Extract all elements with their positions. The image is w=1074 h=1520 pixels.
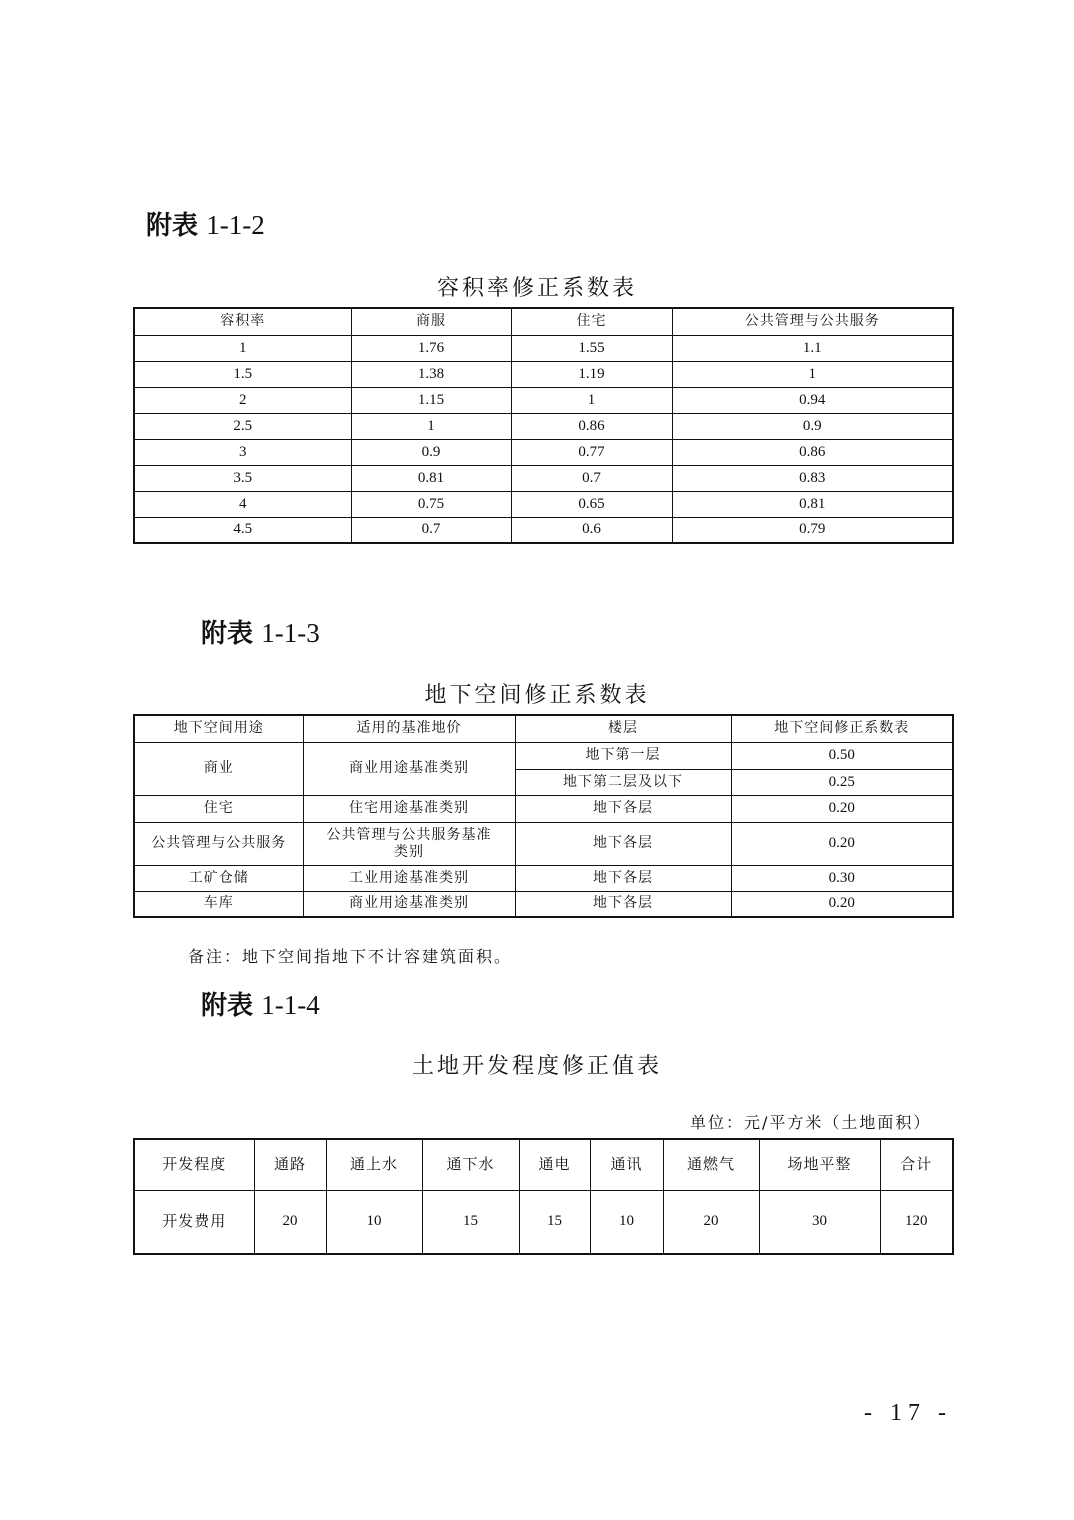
table-cell: 0.86 <box>672 439 953 465</box>
use-cell: 商业 <box>134 742 303 795</box>
development-table-body <box>134 1139 953 1254</box>
basis-cell: 公共管理与公共服务基准类别 <box>303 822 515 865</box>
header-cell: 住宅 <box>511 308 672 335</box>
cost-cell: 10 <box>326 1190 422 1254</box>
table-row <box>134 413 953 439</box>
table-cell: 4 <box>134 491 351 517</box>
basis-cell: 工业用途基准类别 <box>303 865 515 891</box>
heading-number: 1-1-3 <box>261 618 320 648</box>
heading-label: 附表 <box>146 211 199 241</box>
far-coefficient-table <box>133 307 954 544</box>
header-cell: 适用的基准地价 <box>303 715 515 742</box>
table-title-far: 容积率修正系数表 <box>436 276 637 301</box>
table-row <box>134 387 953 413</box>
coefficient-cell: 0.50 <box>731 742 953 769</box>
table-row <box>134 465 953 491</box>
header-cell: 通电 <box>519 1139 590 1190</box>
table-cell: 3 <box>134 439 351 465</box>
development-cost-table <box>133 1138 954 1255</box>
cost-cell: 10 <box>590 1190 663 1254</box>
table-cell: 1 <box>351 413 511 439</box>
floor-cell: 地下各层 <box>515 865 731 891</box>
cost-cell: 20 <box>254 1190 326 1254</box>
table-row <box>134 795 953 822</box>
section-heading-1-1-4 <box>201 985 320 1022</box>
table-row <box>134 822 953 865</box>
table-cell: 1.1 <box>672 335 953 361</box>
table-row <box>134 361 953 387</box>
heading-number: 1-1-2 <box>206 210 265 240</box>
table-cell: 0.65 <box>511 491 672 517</box>
floor-cell: 地下第一层 <box>515 742 731 769</box>
coefficient-cell: 0.30 <box>731 865 953 891</box>
basis-cell: 商业用途基准类别 <box>303 742 515 795</box>
table-header-row <box>134 308 953 335</box>
table-cell: 0.9 <box>351 439 511 465</box>
table-cell: 0.94 <box>672 387 953 413</box>
cost-cell: 15 <box>422 1190 519 1254</box>
floor-cell: 地下各层 <box>515 795 731 822</box>
use-cell: 公共管理与公共服务 <box>134 822 303 865</box>
basis-cell: 住宅用途基准类别 <box>303 795 515 822</box>
table-cell: 0.83 <box>672 465 953 491</box>
table-cell: 1 <box>672 361 953 387</box>
table-cell: 1.55 <box>511 335 672 361</box>
header-cell: 楼层 <box>515 715 731 742</box>
table-header-row <box>134 1139 953 1190</box>
header-cell: 通上水 <box>326 1139 422 1190</box>
header-cell: 开发程度 <box>134 1139 254 1190</box>
header-cell: 商服 <box>351 308 511 335</box>
header-cell: 公共管理与公共服务 <box>672 308 953 335</box>
cost-cell: 30 <box>759 1190 880 1254</box>
use-cell: 住宅 <box>134 795 303 822</box>
table-note: 备注：地下空间指地下不计容建筑面积。 <box>188 947 513 966</box>
table-cell: 1.76 <box>351 335 511 361</box>
table-title-underground: 地下空间修正系数表 <box>424 683 650 708</box>
coefficient-cell: 0.25 <box>731 769 953 795</box>
basis-cell: 商业用途基准类别 <box>303 891 515 917</box>
underground-coefficient-table <box>133 714 954 918</box>
cost-cell: 20 <box>663 1190 759 1254</box>
table-cell: 4.5 <box>134 517 351 543</box>
table-cell: 1.38 <box>351 361 511 387</box>
table-header-row <box>134 715 953 742</box>
far-table-body <box>134 308 953 543</box>
use-cell: 车库 <box>134 891 303 917</box>
header-cell: 通讯 <box>590 1139 663 1190</box>
table-cell: 1.19 <box>511 361 672 387</box>
table-cell: 0.7 <box>351 517 511 543</box>
table-cell: 1 <box>134 335 351 361</box>
section-heading-1-1-2 <box>146 205 265 242</box>
table-row <box>134 891 953 917</box>
table-row <box>134 491 953 517</box>
table-title-development: 土地开发程度修正值表 <box>411 1054 662 1079</box>
table-cell: 0.7 <box>511 465 672 491</box>
floor-cell: 地下第二层及以下 <box>515 769 731 795</box>
table-cell: 0.79 <box>672 517 953 543</box>
header-cell: 场地平整 <box>759 1139 880 1190</box>
header-cell: 合计 <box>880 1139 953 1190</box>
heading-label: 附表 <box>201 619 254 649</box>
floor-cell: 地下各层 <box>515 822 731 865</box>
table-cell: 0.9 <box>672 413 953 439</box>
table-row <box>134 517 953 543</box>
header-cell: 通下水 <box>422 1139 519 1190</box>
coefficient-cell: 0.20 <box>731 891 953 917</box>
table-cell: 1 <box>511 387 672 413</box>
table-row <box>134 1190 953 1254</box>
header-cell: 容积率 <box>134 308 351 335</box>
table-row <box>134 439 953 465</box>
header-cell: 通燃气 <box>663 1139 759 1190</box>
table-cell: 2 <box>134 387 351 413</box>
table-cell: 0.81 <box>351 465 511 491</box>
table-cell: 3.5 <box>134 465 351 491</box>
header-cell: 通路 <box>254 1139 326 1190</box>
header-cell: 地下空间用途 <box>134 715 303 742</box>
table-row <box>134 335 953 361</box>
coefficient-cell: 0.20 <box>731 795 953 822</box>
table-cell: 1.5 <box>134 361 351 387</box>
row-label-cell: 开发费用 <box>134 1190 254 1254</box>
table-cell: 2.5 <box>134 413 351 439</box>
floor-cell: 地下各层 <box>515 891 731 917</box>
table-cell: 1.15 <box>351 387 511 413</box>
coefficient-cell: 0.20 <box>731 822 953 865</box>
table-cell: 0.77 <box>511 439 672 465</box>
header-cell: 地下空间修正系数表 <box>731 715 953 742</box>
unit-label: 单位：元/平方米（土地面积） <box>690 1113 932 1132</box>
cost-cell: 120 <box>880 1190 953 1254</box>
table-cell: 0.81 <box>672 491 953 517</box>
table-cell: 0.86 <box>511 413 672 439</box>
heading-label: 附表 <box>201 991 254 1021</box>
page-number: - 17 - <box>864 1400 952 1426</box>
section-heading-1-1-3 <box>201 613 320 650</box>
table-row <box>134 865 953 891</box>
table-row <box>134 742 953 769</box>
use-cell: 工矿仓储 <box>134 865 303 891</box>
table-cell: 0.6 <box>511 517 672 543</box>
heading-number: 1-1-4 <box>261 990 320 1020</box>
cost-cell: 15 <box>519 1190 590 1254</box>
table-cell: 0.75 <box>351 491 511 517</box>
